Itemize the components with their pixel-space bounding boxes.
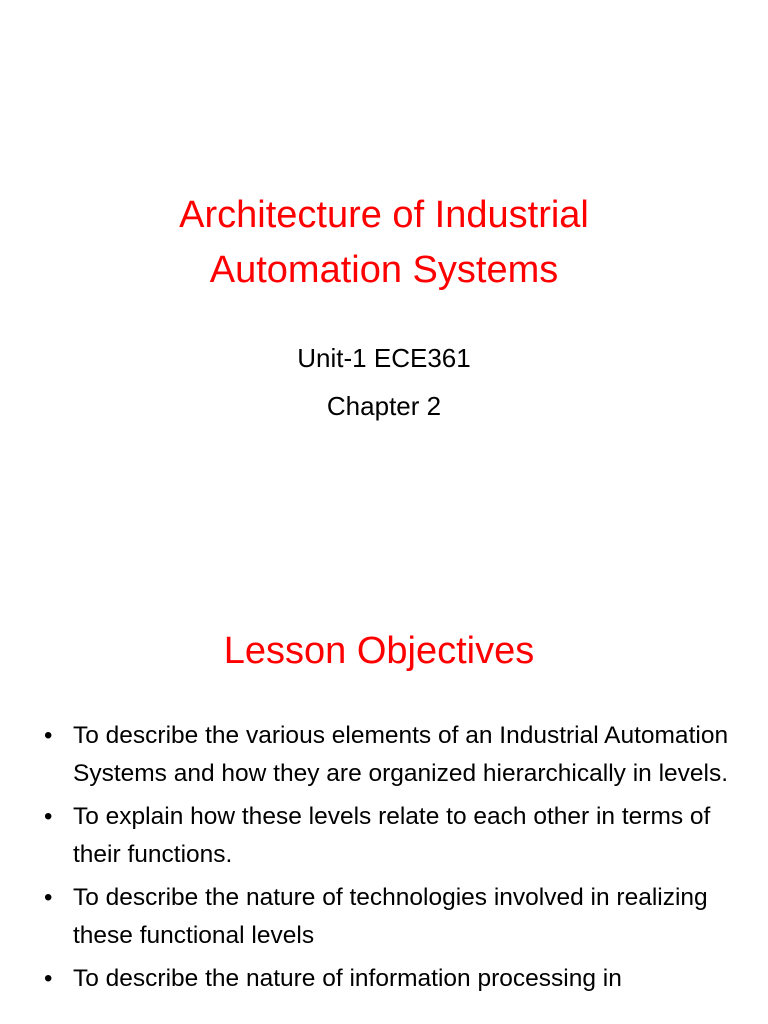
slide-subtitle bbox=[0, 334, 768, 430]
objectives-list bbox=[44, 717, 734, 1004]
bullet-icon: • bbox=[44, 965, 53, 992]
objective-item bbox=[44, 798, 734, 873]
objectives-title: Lesson Objectives bbox=[223, 630, 535, 672]
objective-text: To describe the various elements of an Industrial Automation Systems and how they are organized hierarchically in levels. bbox=[73, 722, 729, 787]
objective-item bbox=[44, 717, 734, 792]
objective-item bbox=[44, 960, 734, 998]
objectives-slide bbox=[0, 576, 768, 1024]
slide-title bbox=[0, 188, 768, 298]
objective-text: To describe the nature of information processing in bbox=[73, 965, 622, 992]
subtitle-chapter: Chapter 2 bbox=[326, 391, 442, 421]
objective-text: To explain how these levels relate to each other in terms of their functions. bbox=[73, 803, 711, 868]
objective-text: To describe the nature of technologies involved in realizing these functional levels bbox=[73, 884, 708, 949]
slide-title-line-2: Automation Systems bbox=[209, 249, 559, 291]
bullet-icon: • bbox=[44, 803, 53, 830]
bullet-icon: • bbox=[44, 884, 53, 911]
bullet-icon: • bbox=[44, 722, 53, 749]
objective-item bbox=[44, 879, 734, 954]
slide-title-line-1: Architecture of Industrial bbox=[179, 194, 589, 236]
subtitle-unit: Unit-1 ECE361 bbox=[297, 343, 471, 373]
